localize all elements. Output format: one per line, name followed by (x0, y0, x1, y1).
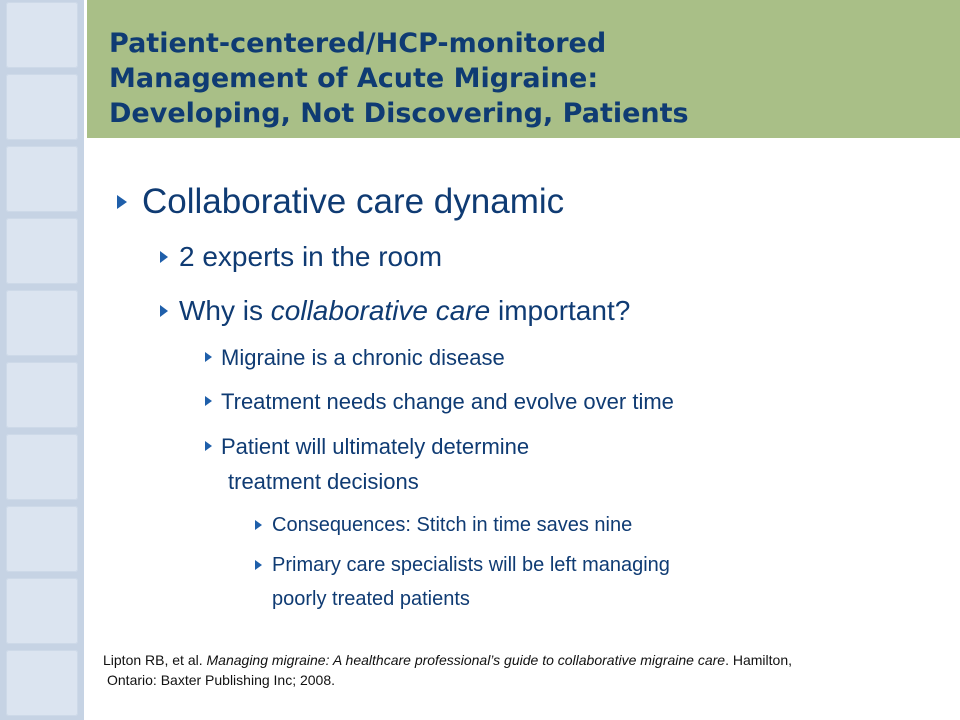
bullet-text-emphasis: collaborative care (270, 295, 491, 326)
citation-line-2: Ontario: Baxter Publishing Inc; 2008. (107, 672, 336, 688)
title-line-2: Management of Acute Migraine: (109, 63, 599, 94)
bullet-triangle-icon (117, 195, 127, 209)
bullet-triangle-icon (205, 441, 212, 451)
bullet-level2 (160, 240, 442, 274)
bullet-level3 (205, 387, 674, 417)
bullet-text: Collaborative care dynamic (142, 182, 565, 221)
slide-title (109, 26, 689, 131)
bullet-triangle-icon (160, 305, 168, 317)
title-banner (87, 0, 960, 138)
citation (103, 650, 923, 690)
bullet-triangle-icon (205, 352, 212, 362)
decorative-tile (6, 578, 78, 644)
bullet-level1 (117, 180, 564, 224)
bullet-level3 (205, 432, 529, 462)
decorative-tile (6, 2, 78, 68)
decorative-tile (6, 74, 78, 140)
citation-authors: Lipton RB, et al. (103, 652, 207, 668)
decorative-tile-strip (0, 0, 84, 720)
bullet-text-part: Why is (179, 295, 271, 326)
decorative-tile (6, 218, 78, 284)
bullet-text: Patient will ultimately determine (221, 434, 530, 459)
decorative-tile (6, 506, 78, 572)
decorative-tile (6, 650, 78, 716)
title-line-3: Developing, Not Discovering, Patients (109, 98, 689, 129)
bullet-text: Migraine is a chronic disease (221, 345, 505, 370)
bullet-text: Treatment needs change and evolve over time (221, 389, 674, 414)
bullet-triangle-icon (205, 396, 212, 406)
bullet-triangle-icon (255, 560, 262, 570)
decorative-tile (6, 290, 78, 356)
bullet-text: Primary care specialists will be left managing (272, 554, 670, 576)
citation-title: Managing migraine: A healthcare professional’s guide to collaborative migraine care (206, 652, 726, 668)
bullet-continuation: treatment decisions (228, 469, 419, 494)
decorative-tile (6, 434, 78, 500)
bullet-text-part: important? (490, 295, 631, 326)
bullet-level2 (160, 294, 630, 328)
bullet-triangle-icon (255, 520, 262, 530)
title-line-1: Patient-centered/HCP-monitored (109, 28, 607, 59)
decorative-tile (6, 146, 78, 212)
decorative-tile (6, 362, 78, 428)
bullet-text: Consequences: Stitch in time saves nine (272, 514, 633, 536)
bullet-level4 (255, 511, 632, 539)
bullet-level3 (205, 343, 505, 373)
bullet-level4 (255, 551, 670, 579)
bullet-text (179, 294, 630, 328)
bullet-continuation: poorly treated patients (272, 588, 470, 610)
bullet-triangle-icon (160, 251, 168, 263)
citation-publisher: . Hamilton, (725, 652, 792, 668)
bullet-text: 2 experts in the room (179, 241, 443, 272)
